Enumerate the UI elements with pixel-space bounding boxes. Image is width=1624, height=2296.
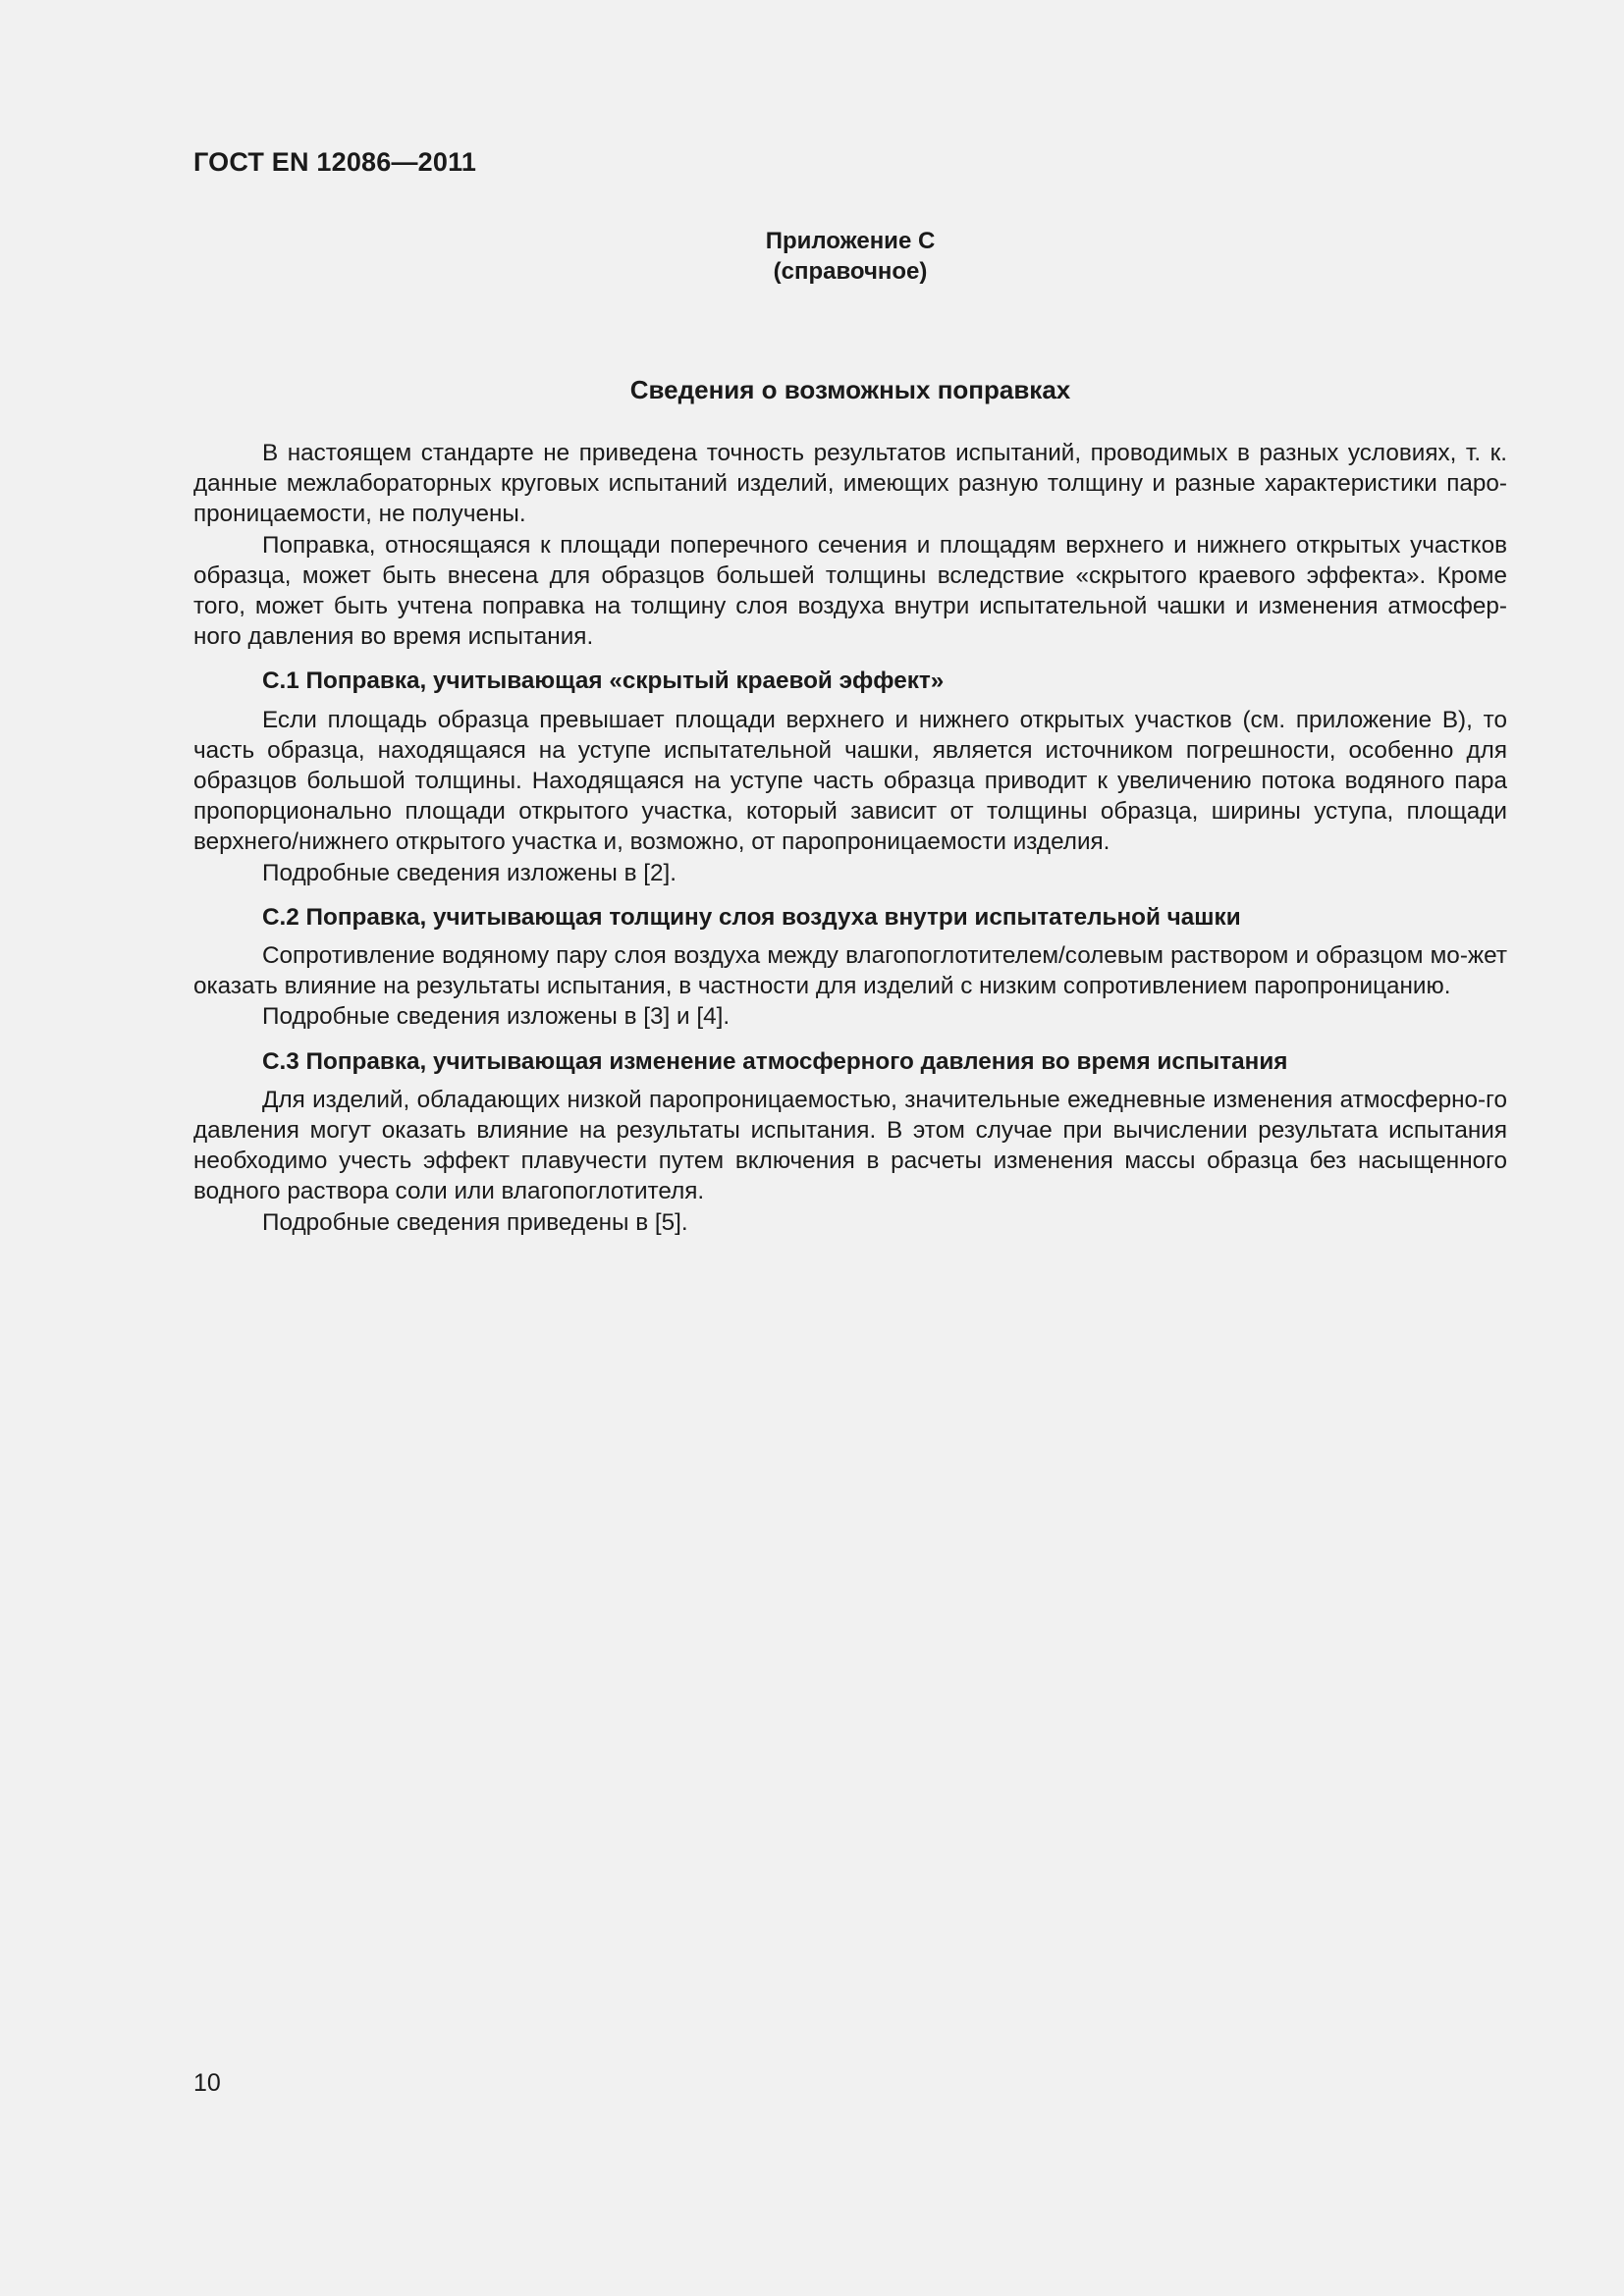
section-c1-paragraph-2: Подробные сведения изложены в [2].: [262, 859, 677, 886]
section-c2-paragraph-1: Сопротивление водяному пару слоя воздуха между влагопоглотителем/солевым раствором и образцом мо-жет оказать влияние на результаты испытания, в частности для изделий с низким сопротивлением паропроницанию.: [193, 942, 1507, 1000]
section-c2-heading: C.2 Поправка, учитывающая толщину слоя воздуха внутри испытательной чашки: [262, 903, 1241, 931]
appendix-title: Сведения о возможных поправках: [629, 375, 1071, 404]
section-c1-paragraph-1: Если площадь образца превышает площади верхнего и нижнего открытых участков (см. приложение B), то часть образца, находящаяся на уступе испытательной чашки, является источником погрешности, особенно для образцов большой толщины. Находящаяся на уступе часть образца приводит к увеличению потока водяного пара пропорционально площади открытого участка, который зависит от толщины образца, ширины уступа, площади верхнего/нижнего открытого участка и, возможно, от паропроницаемости изделия.: [193, 706, 1507, 856]
section-c3-paragraph-1: Для изделий, обладающих низкой паропроницаемостью, значительные ежедневные изменения атмосферно-го давления могут оказать влияние на результаты испытания. В этом случае при вычислении результата испытания необходимо учесть эффект плавучести путем включения в расчеты изменения массы образца без насыщенного водного раствора соли или влагопоглотителя.: [193, 1086, 1507, 1205]
section-c3-heading: C.3 Поправка, учитывающая изменение атмосферного давления во время испытания: [262, 1047, 1288, 1075]
appendix-heading: [193, 226, 1507, 287]
document-body: [193, 438, 1507, 1238]
document-code: ГОСТ EN 12086—2011: [193, 147, 477, 177]
section-c2-paragraph-2: Подробные сведения изложены в [3] и [4].: [262, 1003, 731, 1031]
page-number: 10: [193, 2069, 221, 2097]
appendix-label: Приложение C: [765, 228, 936, 254]
appendix-type: (справочное): [773, 258, 928, 285]
intro-paragraph-2: Поправка, относящаяся к площади поперечного сечения и площадям верхнего и нижнего открытых участков образца, может быть внесена для образцов большей толщины вследствие «скрытого краевого эффекта». Кроме того, может быть учтена поправка на толщину слоя воздуха внутри испытательной чашки и изменения атмосфер-ного давления во время испытания.: [193, 531, 1507, 651]
section-c1-heading: C.1 Поправка, учитывающая «скрытый краевой эффект»: [262, 667, 945, 695]
intro-paragraph-1: В настоящем стандарте не приведена точность результатов испытаний, проводимых в разных условиях, т. к. данные межлабораторных круговых испытаний изделий, имеющих разную толщину и разные характеристики паро-проницаемости, не получены.: [193, 440, 1507, 528]
section-c3-paragraph-2: Подробные сведения приведены в [5].: [262, 1208, 688, 1236]
